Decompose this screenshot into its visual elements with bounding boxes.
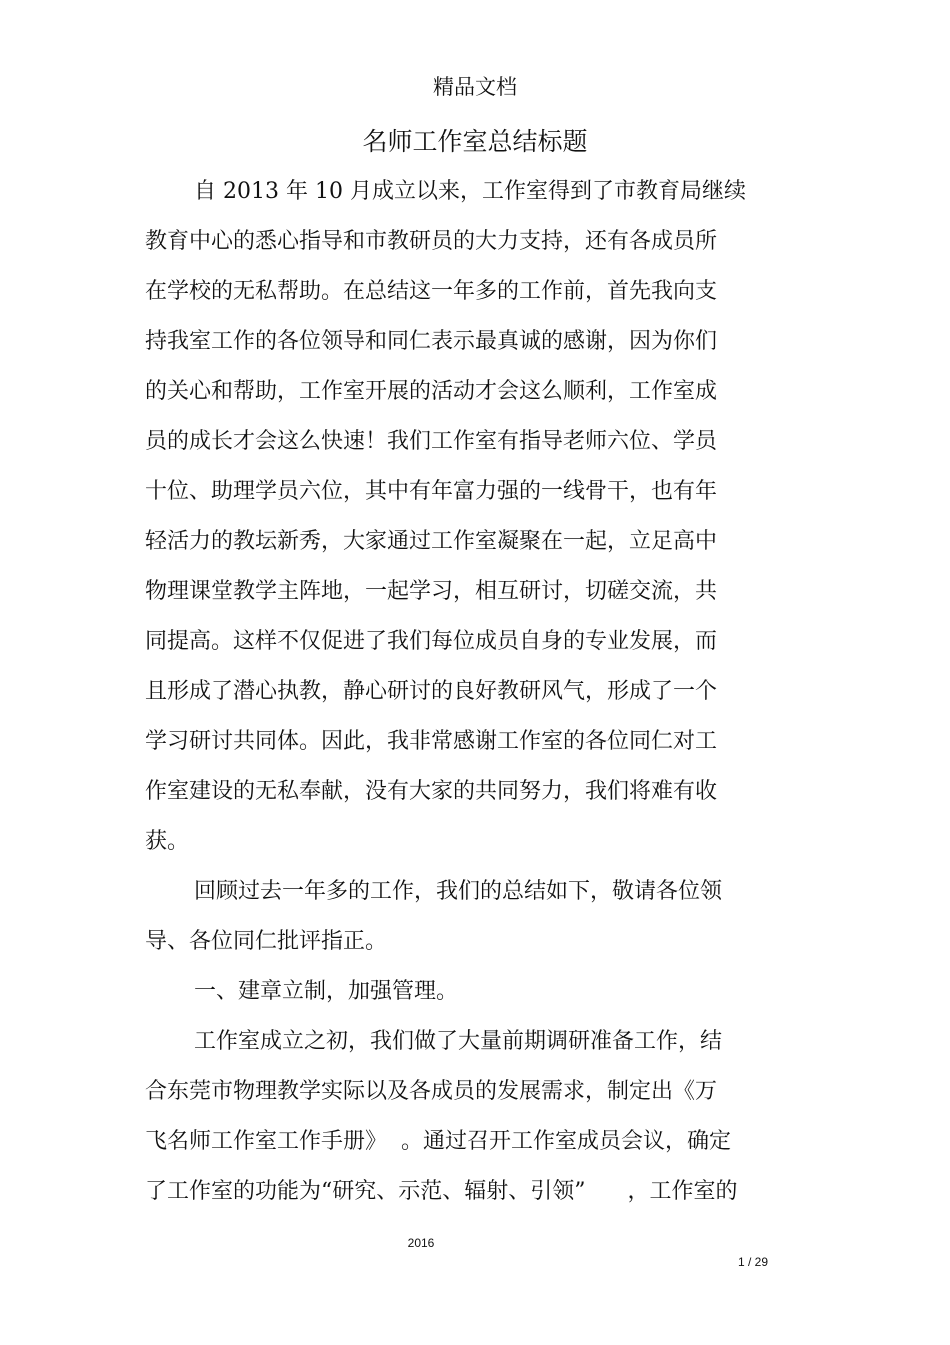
body-line: 同提高。这样不仅促进了我们每位成员自身的专业发展，而 xyxy=(145,629,718,654)
body-line: 回顾过去一年多的工作，我们的总结如下，敬请各位领 xyxy=(194,879,723,904)
body-line: 持我室工作的各位领导和同仁表示最真诚的感谢，因为你们 xyxy=(145,329,718,354)
section-heading: 一、建章立制，加强管理。 xyxy=(194,979,459,1004)
body-line: 十位、助理学员六位，其中有年富力强的一线骨干，也有年 xyxy=(145,479,718,504)
body-line: 在学校的无私帮助。在总结这一年多的工作前，首先我向支 xyxy=(145,279,718,304)
body-line: 员的成长才会这么快速！我们工作室有指导老师六位、学员 xyxy=(145,429,718,454)
body-line: 自 2013 年 10 月成立以来，工作室得到了市教育局继续 xyxy=(194,179,746,204)
body-line: 合东莞市物理教学实际以及各成员的发展需求，制定出《万 xyxy=(145,1079,718,1104)
page-number: 1 / 29 xyxy=(738,1255,769,1269)
body-line: 作室建设的无私奉献，没有大家的共同努力，我们将难有收 xyxy=(145,779,718,804)
body-line: 且形成了潜心执教，静心研讨的良好教研风气，形成了一个 xyxy=(145,679,718,704)
page-header: 精品文档 xyxy=(433,75,517,99)
footer-year: 2016 xyxy=(407,1236,435,1250)
body-line: 教育中心的悉心指导和市教研员的大力支持，还有各成员所 xyxy=(145,229,718,254)
body-line: 物理课堂教学主阵地，一起学习，相互研讨，切磋交流，共 xyxy=(145,579,718,604)
body-line: 了工作室的功能为“研究、示范、辐射、引领” ，工作室的 xyxy=(145,1179,738,1204)
body-line: 学习研讨共同体。因此，我非常感谢工作室的各位同仁对工 xyxy=(145,729,718,754)
body-line: 工作室成立之初，我们做了大量前期调研准备工作，结 xyxy=(194,1029,723,1054)
body-line: 获。 xyxy=(145,829,190,854)
body-line: 轻活力的教坛新秀，大家通过工作室凝聚在一起，立足高中 xyxy=(145,529,718,554)
document-title: 名师工作室总结标题 xyxy=(362,127,588,156)
body-line: 的关心和帮助，工作室开展的活动才会这么顺利，工作室成 xyxy=(145,379,718,404)
body-line: 导、各位同仁批评指正。 xyxy=(145,929,388,954)
body-line: 飞名师工作室工作手册》 。通过召开工作室成员会议，确定 xyxy=(145,1129,731,1154)
